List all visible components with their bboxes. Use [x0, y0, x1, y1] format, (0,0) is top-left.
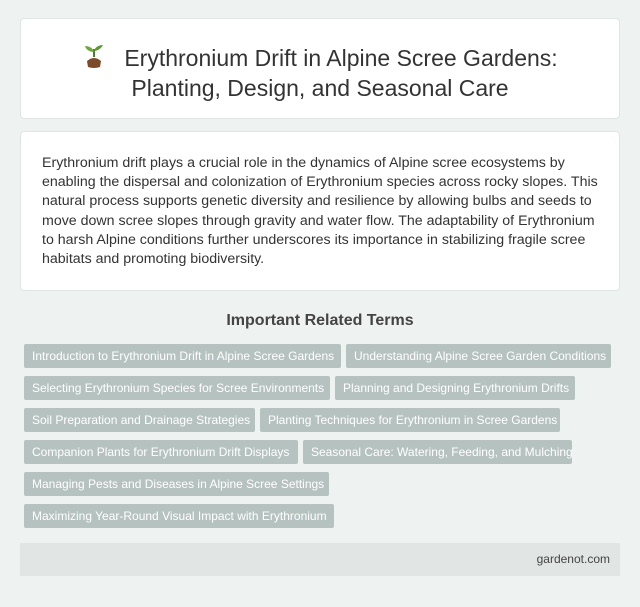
intro-paragraph: Erythronium drift plays a crucial role in the dynamics of Alpine scree ecosystems by enabling the dispersal and colonization of Erythronium species across rocky slopes. This natural process supports genetic diversity and resilience by allowing bulbs and seeds to move down scree slopes through gravity and water flow. The adaptability of Erythronium to harsh Alpine conditions further underscores its importance in stabilizing fragile scree habitats and promoting biodiversity. — [42, 155, 598, 268]
title-line-1: Erythronium Drift in Alpine Scree Gardens: — [124, 45, 558, 71]
related-terms-heading: Important Related Terms — [226, 312, 414, 329]
related-term-tag[interactable]: Soil Preparation and Drainage Strategies — [24, 408, 255, 432]
related-term-tag[interactable]: Maximizing Year-Round Visual Impact with Erythronium — [24, 504, 334, 528]
title-line-2: Planting, Design, and Seasonal Care — [131, 75, 509, 101]
related-term-tag[interactable]: Seasonal Care: Watering, Feeding, and Mulching — [303, 440, 572, 464]
page-title — [21, 43, 619, 103]
footer — [20, 543, 620, 576]
sprout-icon — [82, 43, 106, 69]
related-term-tag[interactable]: Planting Techniques for Erythronium in Scree Gardens — [260, 408, 560, 432]
related-term-tag[interactable]: Selecting Erythronium Species for Scree Environments — [24, 376, 330, 400]
related-term-tag[interactable]: Companion Plants for Erythronium Drift Displays — [24, 440, 298, 464]
related-term-tag[interactable]: Understanding Alpine Scree Garden Conditions — [346, 344, 611, 368]
intro-card — [20, 131, 620, 291]
related-term-tag[interactable]: Introduction to Erythronium Drift in Alpine Scree Gardens — [24, 344, 341, 368]
header-card — [20, 18, 620, 119]
footer-site-link[interactable]: gardenot.com — [536, 552, 610, 566]
related-term-tag[interactable]: Planning and Designing Erythronium Drifts — [335, 376, 575, 400]
related-term-tag[interactable]: Managing Pests and Diseases in Alpine Scree Settings — [24, 472, 329, 496]
